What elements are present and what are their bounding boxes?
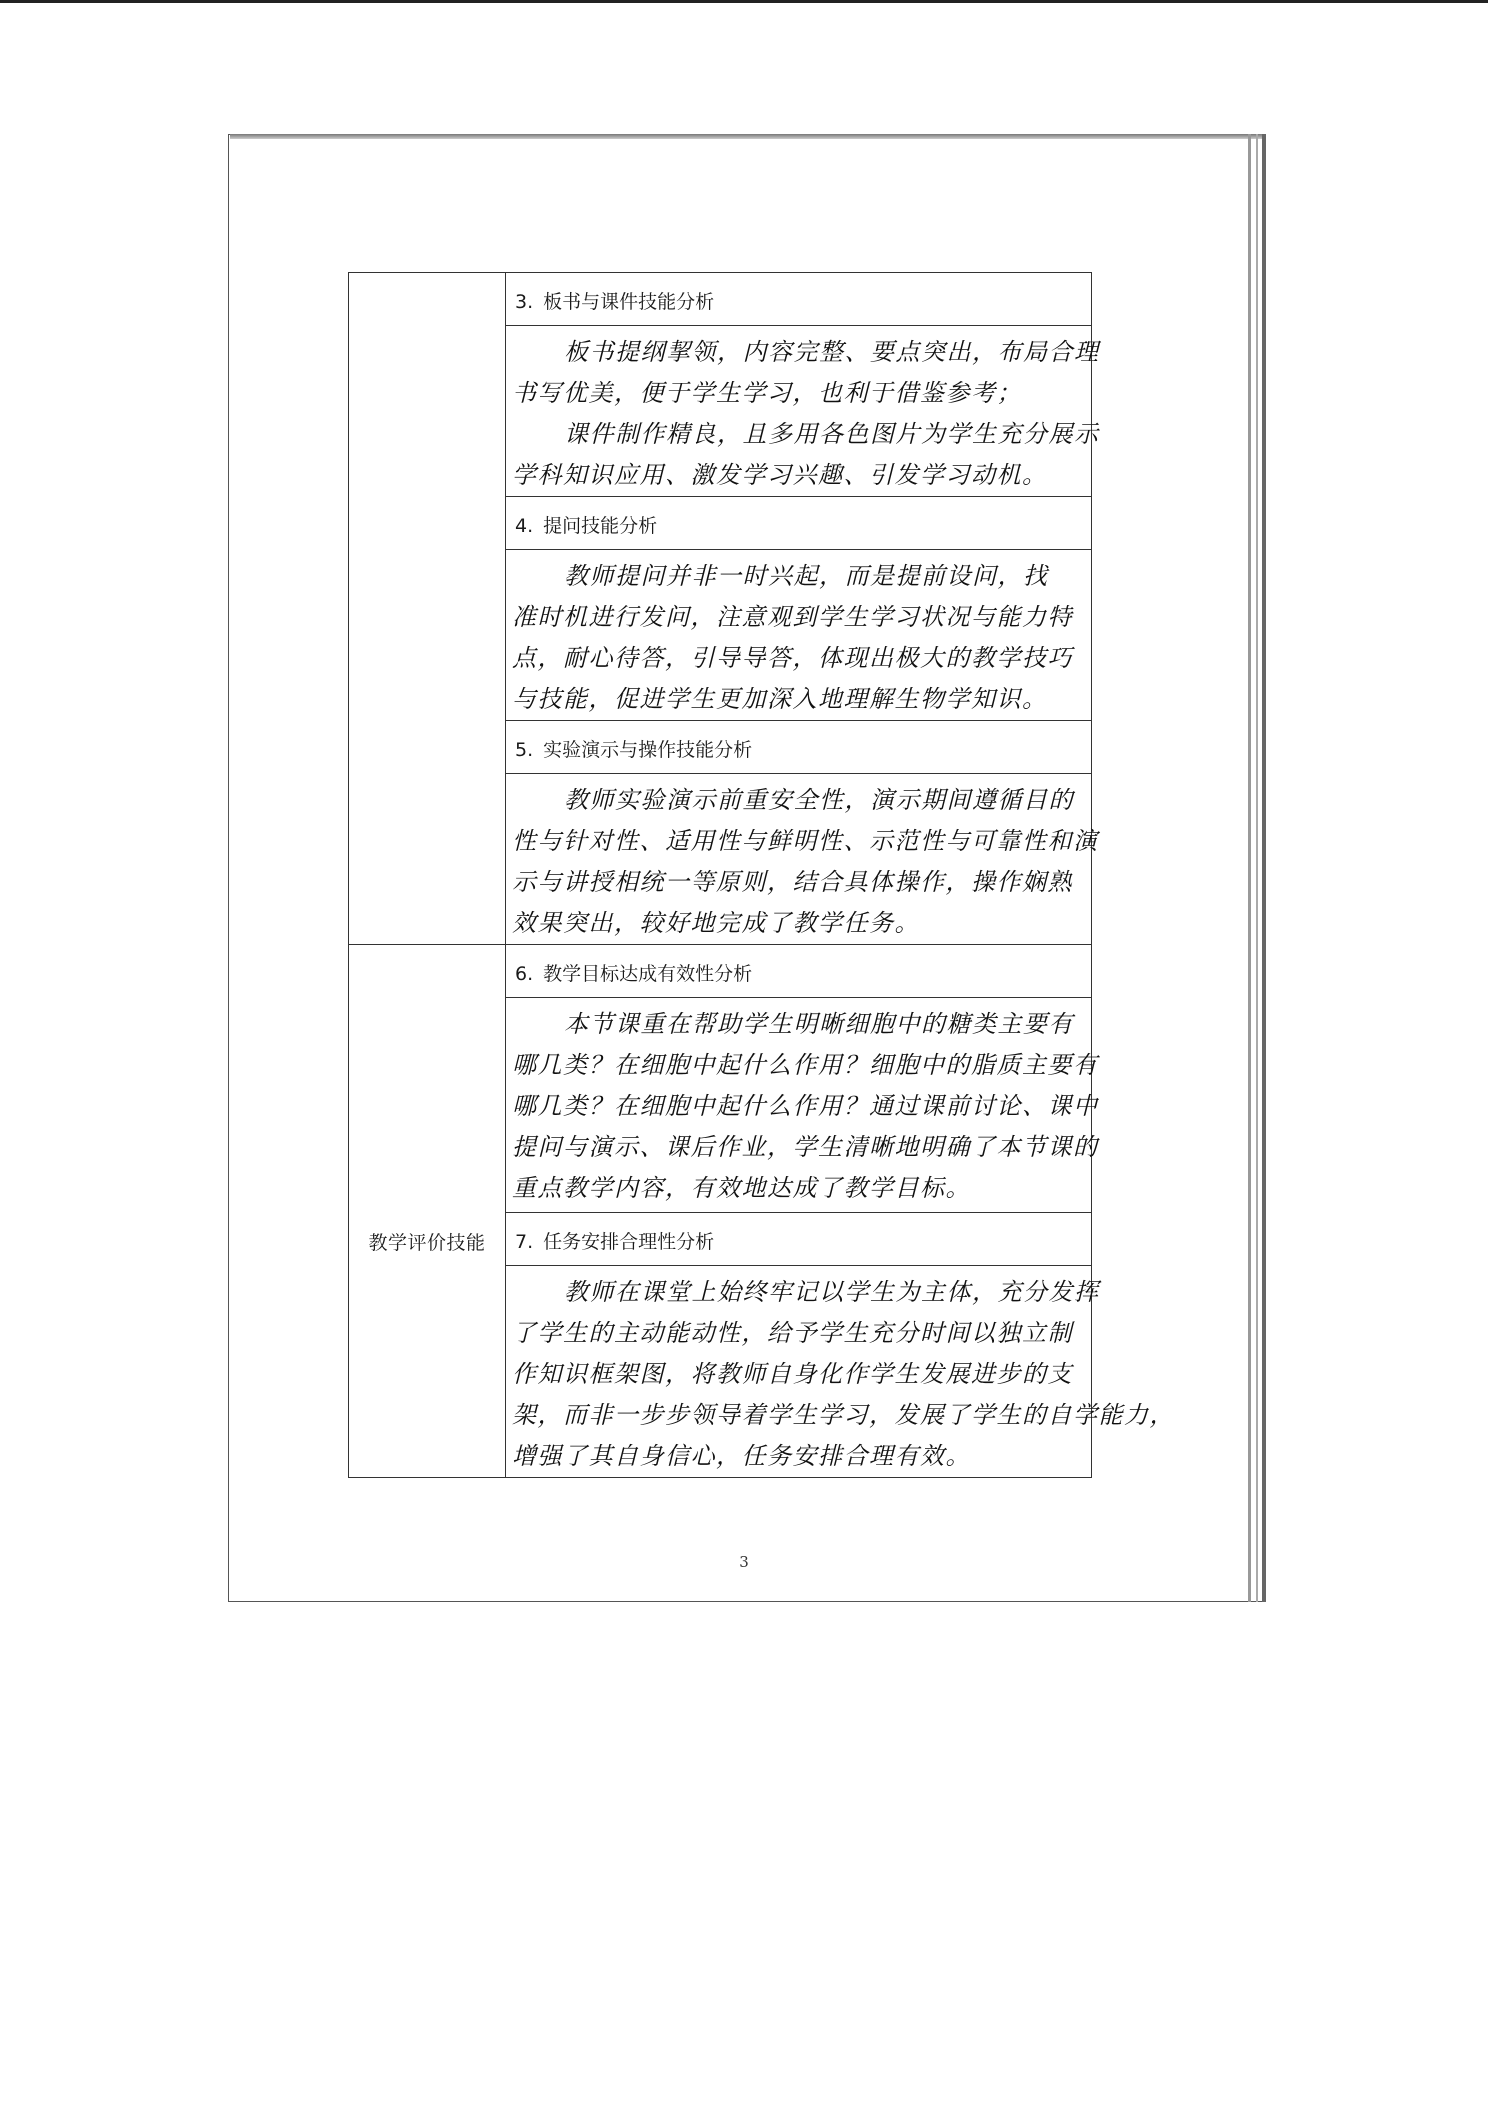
handwritten-line: 准时机进行发问，注意观到学生学习状况与能力特 <box>512 603 1073 631</box>
handwritten-line: 了学生的主动能动性，给予学生充分时间以独立制 <box>512 1319 1073 1347</box>
page-number: 3 <box>739 1553 749 1571</box>
category-label: 教学评价技能 <box>368 1231 486 1254</box>
handwritten-line: 点，耐心待答，引导导答，体现出极大的教学技巧 <box>512 644 1073 672</box>
handwritten-line: 性与针对性、适用性与鲜明性、示范性与可靠性和演 <box>512 827 1099 855</box>
section-header <box>506 273 1092 326</box>
section-body <box>506 1266 1175 1478</box>
section-title: 板书与课件技能分析 <box>543 291 715 313</box>
page-edge <box>1248 134 1251 1602</box>
category-cell <box>349 945 506 1478</box>
section-header <box>506 945 1092 998</box>
section-body <box>506 774 1099 945</box>
handwritten-line: 示与讲授相统一等原则，结合具体操作，操作娴熟 <box>512 868 1073 896</box>
handwritten-line: 教师提问并非一时兴起，而是提前设问，找 <box>564 562 1049 590</box>
section-title: 任务安排合理性分析 <box>543 1231 715 1253</box>
section-number: 6. <box>515 963 534 985</box>
section-title: 实验演示与操作技能分析 <box>543 739 753 761</box>
handwritten-line: 板书提纲挈领，内容完整、要点突出，布局合理 <box>564 338 1100 366</box>
section-number: 7. <box>515 1231 534 1253</box>
evaluation-table <box>348 272 1175 1478</box>
handwritten-line: 教师在课堂上始终牢记以学生为主体，充分发挥 <box>564 1278 1100 1306</box>
section-title: 教学目标达成有效性分析 <box>543 963 753 985</box>
section-header <box>506 721 1092 774</box>
section-number: 5. <box>515 739 534 761</box>
handwritten-line: 增强了其自身信心，任务安排合理有效。 <box>512 1442 971 1470</box>
handwritten-line: 提问与演示、课后作业，学生清晰地明确了本节课的 <box>512 1133 1099 1161</box>
handwritten-line: 作知识框架图，将教师自身化作学生发展进步的支 <box>512 1360 1073 1388</box>
handwritten-line: 哪几类？在细胞中起什么作用？通过课前讨论、课中 <box>512 1092 1099 1120</box>
category-cell-blank <box>349 273 506 945</box>
section-body <box>506 998 1099 1213</box>
handwritten-line: 课件制作精良，且多用各色图片为学生充分展示 <box>564 420 1100 448</box>
handwritten-line: 哪几类？在细胞中起什么作用？细胞中的脂质主要有 <box>512 1051 1099 1079</box>
handwritten-line: 本节课重在帮助学生明晰细胞中的糖类主要有 <box>564 1010 1074 1038</box>
handwritten-line: 效果突出，较好地完成了教学任务。 <box>512 909 920 937</box>
page-top-shadow <box>230 134 1266 139</box>
section-number: 4. <box>515 515 534 537</box>
section-header <box>506 497 1092 550</box>
section-body <box>506 550 1092 721</box>
handwritten-line: 教师实验演示前重安全性，演示期间遵循目的 <box>564 786 1074 814</box>
section-body <box>506 326 1100 497</box>
scan-border <box>0 0 1488 3</box>
handwritten-line: 重点教学内容，有效地达成了教学目标。 <box>512 1174 971 1202</box>
page-edge <box>1256 134 1258 1602</box>
handwritten-line: 书写优美，便于学生学习，也利于借鉴参考； <box>512 379 1022 407</box>
page-edge <box>1262 134 1266 1602</box>
handwritten-line: 架，而非一步步领导着学生学习，发展了学生的自学能力， <box>512 1401 1175 1429</box>
handwritten-line: 学科知识应用、激发学习兴趣、引发学习动机。 <box>512 461 1048 489</box>
section-title: 提问技能分析 <box>543 515 658 537</box>
section-header <box>506 1213 1092 1266</box>
section-number: 3. <box>515 291 534 313</box>
handwritten-line: 与技能，促进学生更加深入地理解生物学知识。 <box>512 685 1048 713</box>
